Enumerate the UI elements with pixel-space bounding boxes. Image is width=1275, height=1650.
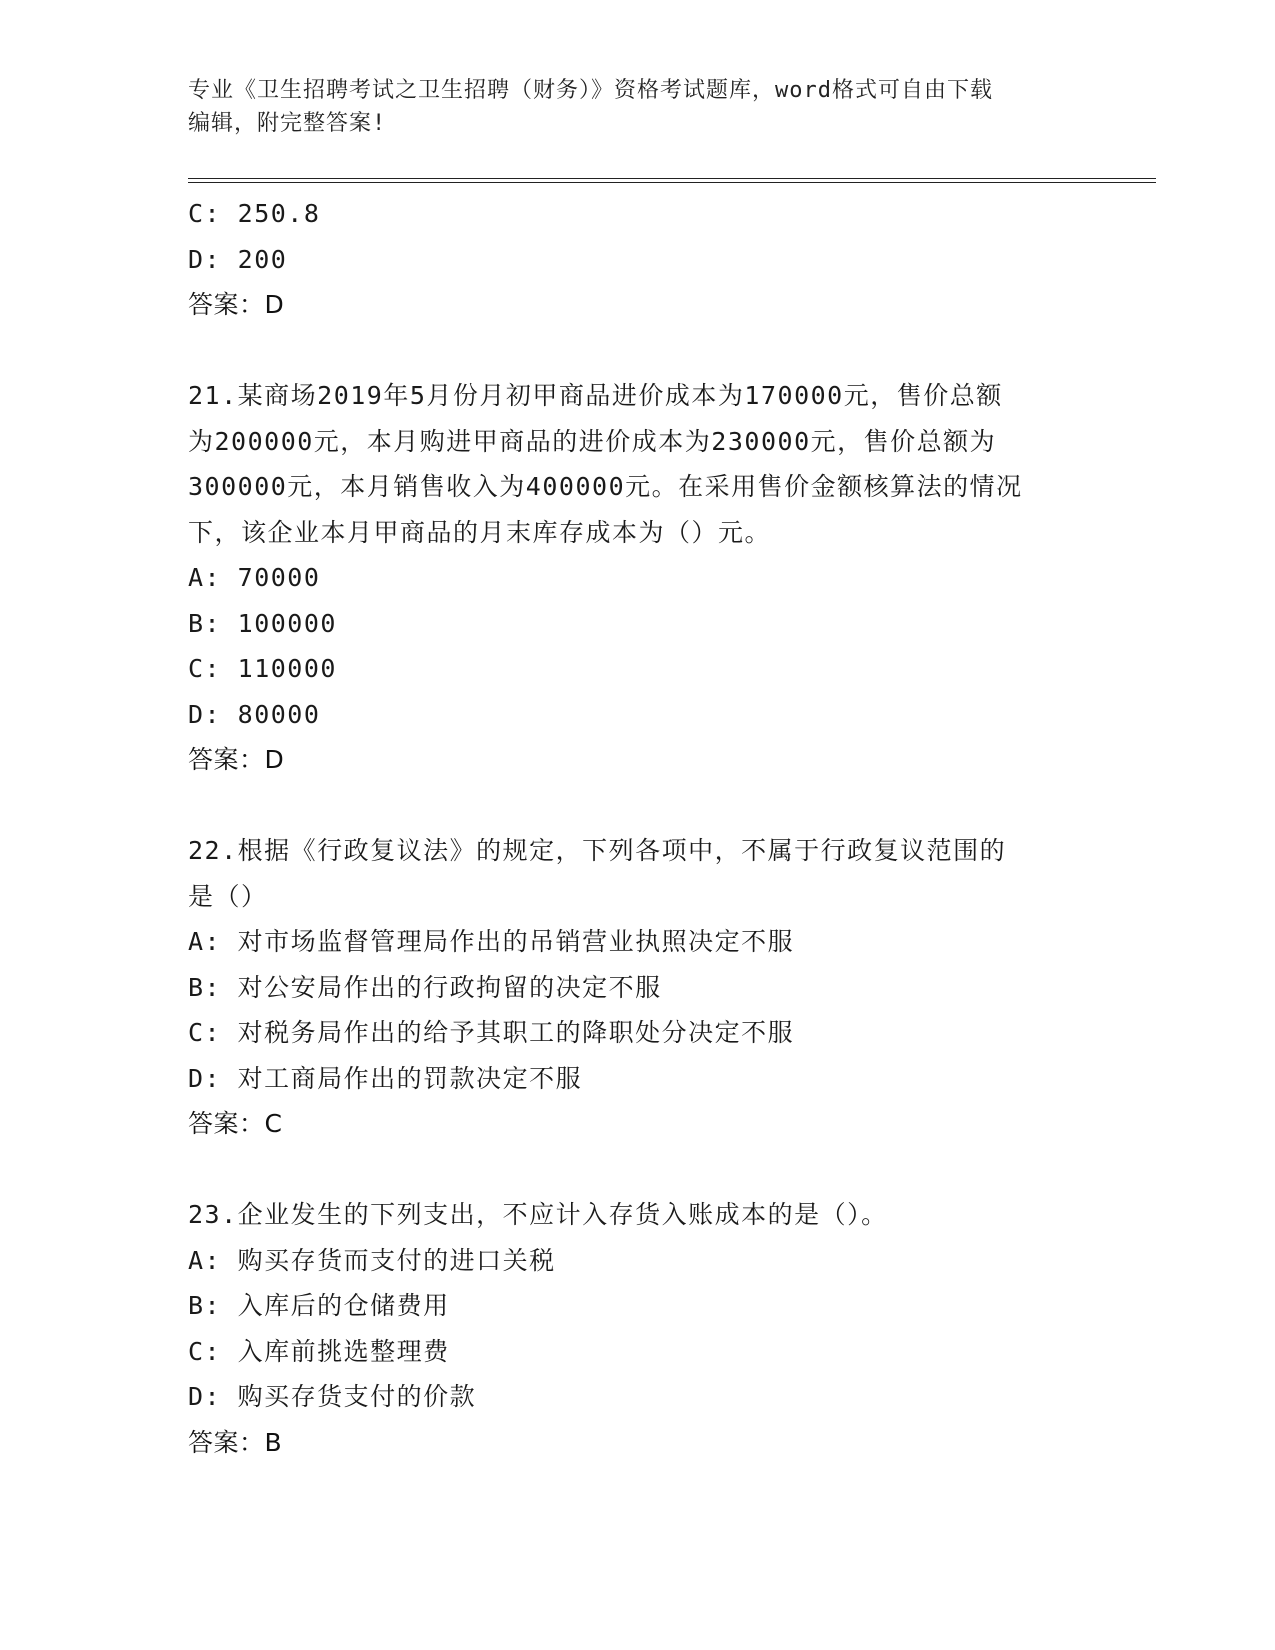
previous-question-tail [188,191,1088,328]
option-d: D: 购买存货支付的价款 [188,1382,477,1411]
answer-line: 答案：D [188,290,285,319]
question-text-line: 是（） [188,881,268,911]
question-text-line: 21.某商场2019年5月份月初甲商品进价成本为170000元，售价总额 [188,381,1003,410]
option-c: C: 入库前挑选整理费 [188,1336,450,1366]
spacer [188,783,1088,829]
option-c: C: 对税务局作出的给予其职工的降职处分决定不服 [188,1018,795,1047]
option-a: A: 对市场监督管理局作出的吊销营业执照决定不服 [188,927,795,956]
answer-line: 答案：C [188,1109,283,1138]
option-b: B: 入库后的仓储费用 [188,1291,450,1320]
header-divider-bottom [188,182,1156,183]
option-c: C: 110000 [188,654,337,683]
header-line-1: 专业《卫生招聘考试之卫生招聘（财务）》资格考试题库，word格式可自由下载 [188,78,993,103]
spacer [188,328,1088,374]
question-content [188,191,1088,1465]
header-line-2: 编辑，附完整答案! [188,111,387,136]
answer-line: 答案：B [188,1427,283,1457]
option-c: C: 250.8 [188,199,321,228]
option-a: A: 70000 [188,563,321,592]
option-d: D: 200 [188,244,288,274]
answer-line: 答案：D [188,745,285,774]
question-text-line: 23.企业发生的下列支出，不应计入存货入账成本的是（）。 [188,1200,888,1229]
page-header [188,74,1088,140]
option-b: B: 100000 [188,608,337,638]
question-text-line: 300000元，本月销售收入为400000元。在采用售价金额核算法的情况 [188,472,1023,501]
header-divider-top [188,178,1156,179]
option-a: A: 购买存货而支付的进口关税 [188,1245,556,1275]
option-b: B: 对公安局作出的行政拘留的决定不服 [188,972,662,1002]
option-d: D: 80000 [188,699,321,729]
question-23 [188,1192,1088,1465]
question-text-line: 为200000元，本月购进甲商品的进价成本为230000元，售价总额为 [188,426,997,456]
option-d: D: 对工商局作出的罚款决定不服 [188,1063,583,1093]
question-text-line: 下，该企业本月甲商品的月末库存成本为（）元。 [188,517,772,547]
question-22 [188,828,1088,1147]
question-text-line: 22.根据《行政复议法》的规定，下列各项中，不属于行政复议范围的 [188,836,1007,865]
question-21 [188,373,1088,783]
spacer [188,1147,1088,1193]
